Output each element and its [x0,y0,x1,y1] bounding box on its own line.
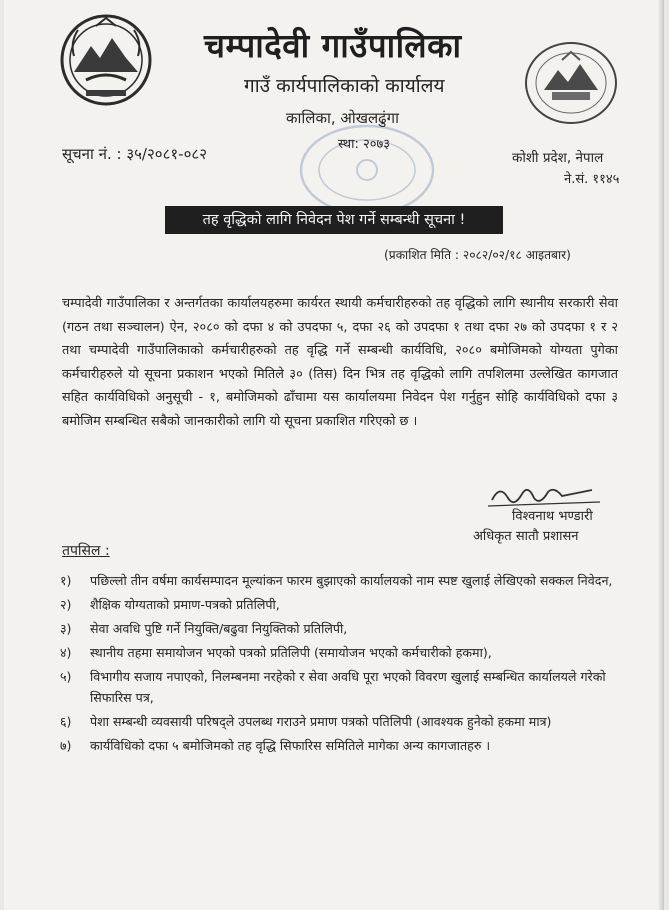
province: कोशी प्रदेश, नेपाल [512,150,604,166]
page-edge-shadow [658,0,664,910]
item-text: कार्यविधिको दफा ५ बमोजिमको तह वृद्धि सिफारिस समितिले मागेका अन्य कागजातहरु । [90,738,491,753]
notice-body: चम्पादेवी गाउँपालिका र अन्तर्गतका कार्यालयहरुमा कार्यरत स्थायी कर्मचारीहरुको तह वृद्धिको लागि स्थानीय सरकारी सेवा (गठन तथा सञ्चालन) ऐन, २०८० को दफा ४ को उपदफा ५, दफा २६ को उपदफा १ तथा दफा २७ को उपदफा १ र २ तथा चम्पादेवी गाउँपालिकाको कर्मचारीहरुको तह वृद्धि गर्ने सम्बन्धी कार्यविधि, २०८० बमोजिमको योग्यता पुगेका कर्मचारीहरुले यो सूचना प्रकाशन भएको मितिले ३० (तिस) दिन भित्र तह वृद्धिको लागि तपशिलमा उल्लेखित कागजात सहित कार्यविधिको अनुसूची - १, बमोजिमको ढाँचामा यस कार्यालयमा निवेदन पेश गर्नुहुन सोहि कार्यविधिको दफा ३ बमोजिम सम्बन्धित सबैको जानकारीको लागि यो सूचना प्रकाशित गरिएको छ । [62,296,618,429]
item-number: ५) [60,669,72,684]
item-number: ७) [60,738,72,753]
item-text: स्थानीय तहमा समायोजन भएको पत्रको प्रतिलिपी (समायोजन भएको कर्मचारीको हकमा), [90,645,492,660]
list-item [46,618,626,639]
item-text: शैक्षिक योग्यताको प्रमाण-पत्रको प्रतिलिपी, [90,597,280,612]
item-number: ६) [60,714,72,729]
item-text: सेवा अवधि पुष्टि गर्ने नियुक्ति/बढुवा नियुक्तिको प्रतिलिपी, [90,621,348,636]
office-name: गाउँ कार्यपालिकाको कार्यालय [244,75,445,97]
list-item [46,594,626,615]
item-number: १) [60,573,72,588]
notice-headline: तह वृद्धिको लागि निवेदन पेश गर्ने सम्बन्धी सूचना ! [165,206,503,234]
item-text: पछिल्लो तीन वर्षमा कार्यसम्पादन मूल्यांकन फारम बुझाएको कार्यालयको नाम स्पष्ट खुलाई लेखिएको सक्कल निवेदन, [90,573,613,588]
item-text: विभागीय सजाय नपाएको, निलम्बनमा नरहेको र सेवा अवधि पूरा भएको विवरण खुलाई सम्बन्धित कार्यालयले गरेको सिफारिस पत्र, [90,669,606,705]
item-number: २) [60,597,72,612]
municipality-logo-icon [522,40,620,126]
item-text: पेशा सम्बन्धी व्यवसायी परिषद्ले उपलब्ध गराउने प्रमाण पत्रको पतिलिपी (आवश्यक हुनेको हकमा मात्र) [90,714,552,729]
list-item [46,666,626,708]
list-item [46,570,626,591]
item-number: ४) [60,645,72,660]
item-number: ३) [60,621,72,636]
established-year: स्था: २०७३ [338,137,391,152]
office-address: कालिका, ओखलढुंगा [286,109,399,127]
annex-label: तपसिल : [62,543,110,559]
list-item [46,735,626,756]
page-title: चम्पादेवी गाउँपालिका [204,26,462,65]
signatory-title: अधिकृत सातौ प्रशासन [473,529,579,544]
notice-number: सूचना नं. : ३५/२०८१-०८२ [62,145,207,163]
published-date: (प्रकाशित मिति : २०८२/०२/१८ आइतबार) [384,248,571,262]
annex-list [46,570,626,759]
list-item [46,642,626,663]
registration-number: ने.सं. ११४५ [564,172,620,187]
list-item [46,711,626,732]
signatory-name: विश्वनाथ भण्डारी [512,509,593,524]
nepal-emblem-icon [56,12,156,108]
notice-sheet [4,0,664,910]
